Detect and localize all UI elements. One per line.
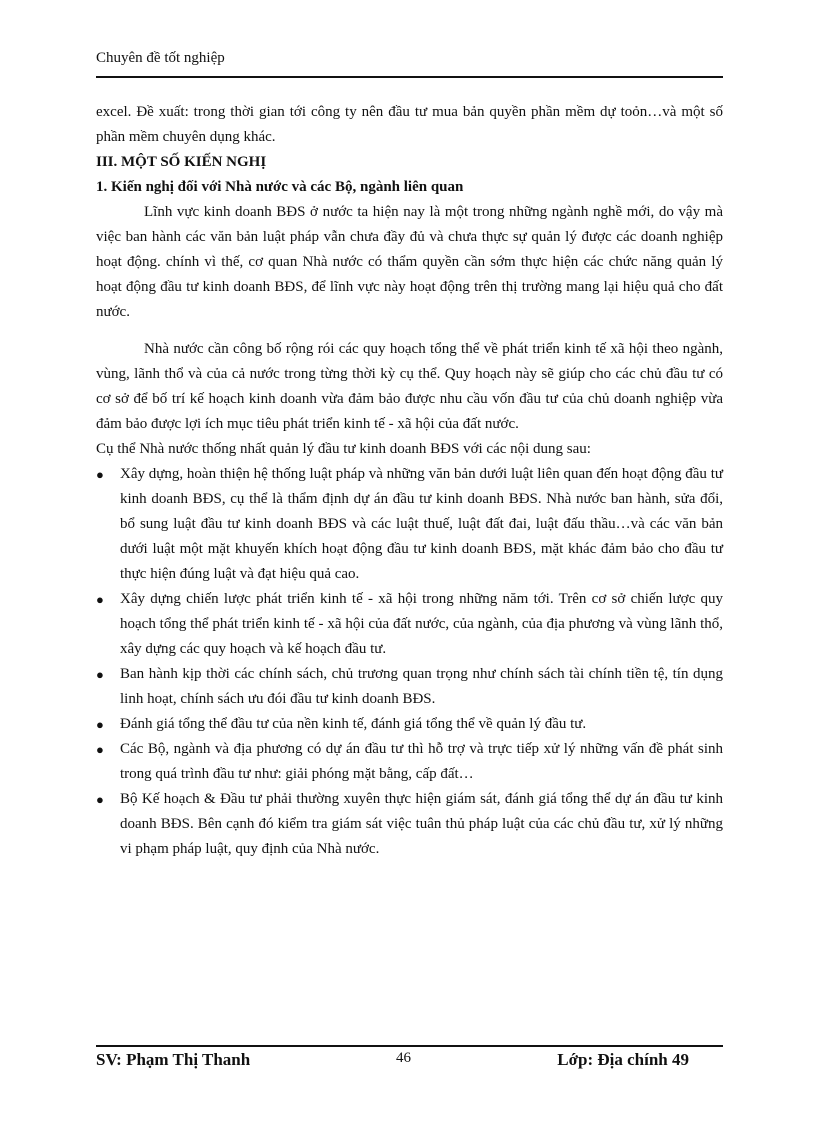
section-heading: III. MỘT SỐ KIẾN NGHỊ [96, 154, 267, 170]
list-item [96, 712, 723, 737]
bullet-icon: ● [96, 792, 104, 807]
bullet-icon: ● [96, 717, 104, 732]
student-name: SV: Phạm Thị Thanh [96, 1050, 251, 1069]
list-item-text: Xây dựng chiến lược phát triển kinh tế - xã hội trong những năm tới. Trên cơ sở chiến lược quy hoạch tổng thể phát triển kinh tế - xã hội của đất nước, của ngành, của địa phương và vùng lãnh thổ, xây dựng các quy hoạch và kế hoạch đầu tư. [120, 591, 723, 657]
list-item-text: Bộ Kế hoạch & Đầu tư phải thường xuyên thực hiện giám sát, đánh giá tổng thể dự án đầu tư kinh doanh BĐS. Bên cạnh đó kiểm tra giám sát việc tuân thủ pháp luật của các chủ đầu tư, xử lý những vi phạm pháp luật, quy định của Nhà nước. [120, 791, 723, 857]
page-footer [96, 1050, 723, 1076]
bullet-icon: ● [96, 592, 104, 607]
subsection-heading: 1. Kiến nghị đối với Nhà nước và các Bộ, ngành liên quan [96, 179, 464, 195]
paragraph-1: Lĩnh vực kinh doanh BĐS ở nước ta hiện nay là một trong những ngành nghề mới, do vậy mà việc ban hành các văn bản luật pháp vẫn chưa đầy đủ và chưa thực sự quản lý được các doanh nghiệp hoạt động. chính vì thế, cơ quan Nhà nước có thẩm quyền cần sớm thực hiện các chức năng quản lý hoạt động đầu tư kinh doanh BĐS, để lĩnh vực này hoạt động trên thị trường mang lại hiệu quả cho đất nước. [96, 204, 723, 320]
list-item-text: Ban hành kịp thời các chính sách, chủ trương quan trọng như chính sách tài chính tiền tệ, tín dụng linh hoạt, chính sách ưu đói đầu tư kinh doanh BĐS. [120, 666, 723, 707]
list-item [96, 462, 723, 587]
bullet-icon: ● [96, 742, 104, 757]
header-rule [96, 76, 723, 78]
bullet-list [96, 462, 723, 862]
bullet-icon: ● [96, 467, 104, 482]
list-item [96, 587, 723, 662]
paragraph-2: Nhà nước cần công bố rộng rói các quy hoạch tổng thể về phát triển kinh tế xã hội theo ngành, vùng, lãnh thổ và của cả nước trong từng thời kỳ cụ thể. Quy hoạch này sẽ giúp cho các chủ đầu tư có cơ sở để bố trí kế hoạch kinh doanh vừa đảm bảo được nhu cầu vốn đầu tư của chủ doanh nghiệp vừa đảm bảo được lợi ích mục tiêu phát triển kinh tế - xã hội của đất nước. [96, 341, 723, 432]
list-item-text: Xây dựng, hoàn thiện hệ thống luật pháp và những văn bản dưới luật liên quan đến hoạt động đầu tư kinh doanh BĐS, cụ thể là thẩm định dự án đầu tư kinh doanh BĐS. Nhà nước ban hành, sửa đổi, bổ sung luật đầu tư kinh doanh BĐS và các luật thuế, luật đất đai, luật đấu thầu…và các văn bản dưới luật một mặt khuyến khích hoạt động đầu tư kinh doanh BĐS, mặt khác đảm bảo cho đầu tư thực hiện đúng luật và đạt hiệu quả cao. [120, 466, 723, 582]
list-item [96, 662, 723, 712]
bullet-icon: ● [96, 667, 104, 682]
class-name: Lớp: Địa chính 49 [557, 1050, 689, 1069]
page-body [96, 100, 723, 862]
list-item [96, 737, 723, 787]
list-item-text: Đánh giá tổng thể đầu tư của nền kinh tế, đánh giá tổng thể về quản lý đầu tư. [120, 716, 587, 732]
list-intro: Cụ thể Nhà nước thống nhất quản lý đầu tư kinh doanh BĐS với các nội dung sau: [96, 441, 591, 457]
running-header: Chuyên đề tốt nghiệp [96, 50, 225, 66]
intro-paragraph: excel. Đề xuất: trong thời gian tới công ty nên đầu tư mua bản quyền phần mềm dự toỏn…và một số phần mềm chuyên dụng khác. [96, 104, 723, 145]
list-item [96, 787, 723, 862]
list-item-text: Các Bộ, ngành và địa phương có dự án đầu tư thì hỗ trợ và trực tiếp xử lý những vấn đề phát sinh trong quá trình đầu tư như: giải phóng mặt bằng, cấp đất… [120, 741, 723, 782]
footer-rule [96, 1045, 723, 1047]
page-number: 46 [396, 1050, 411, 1066]
